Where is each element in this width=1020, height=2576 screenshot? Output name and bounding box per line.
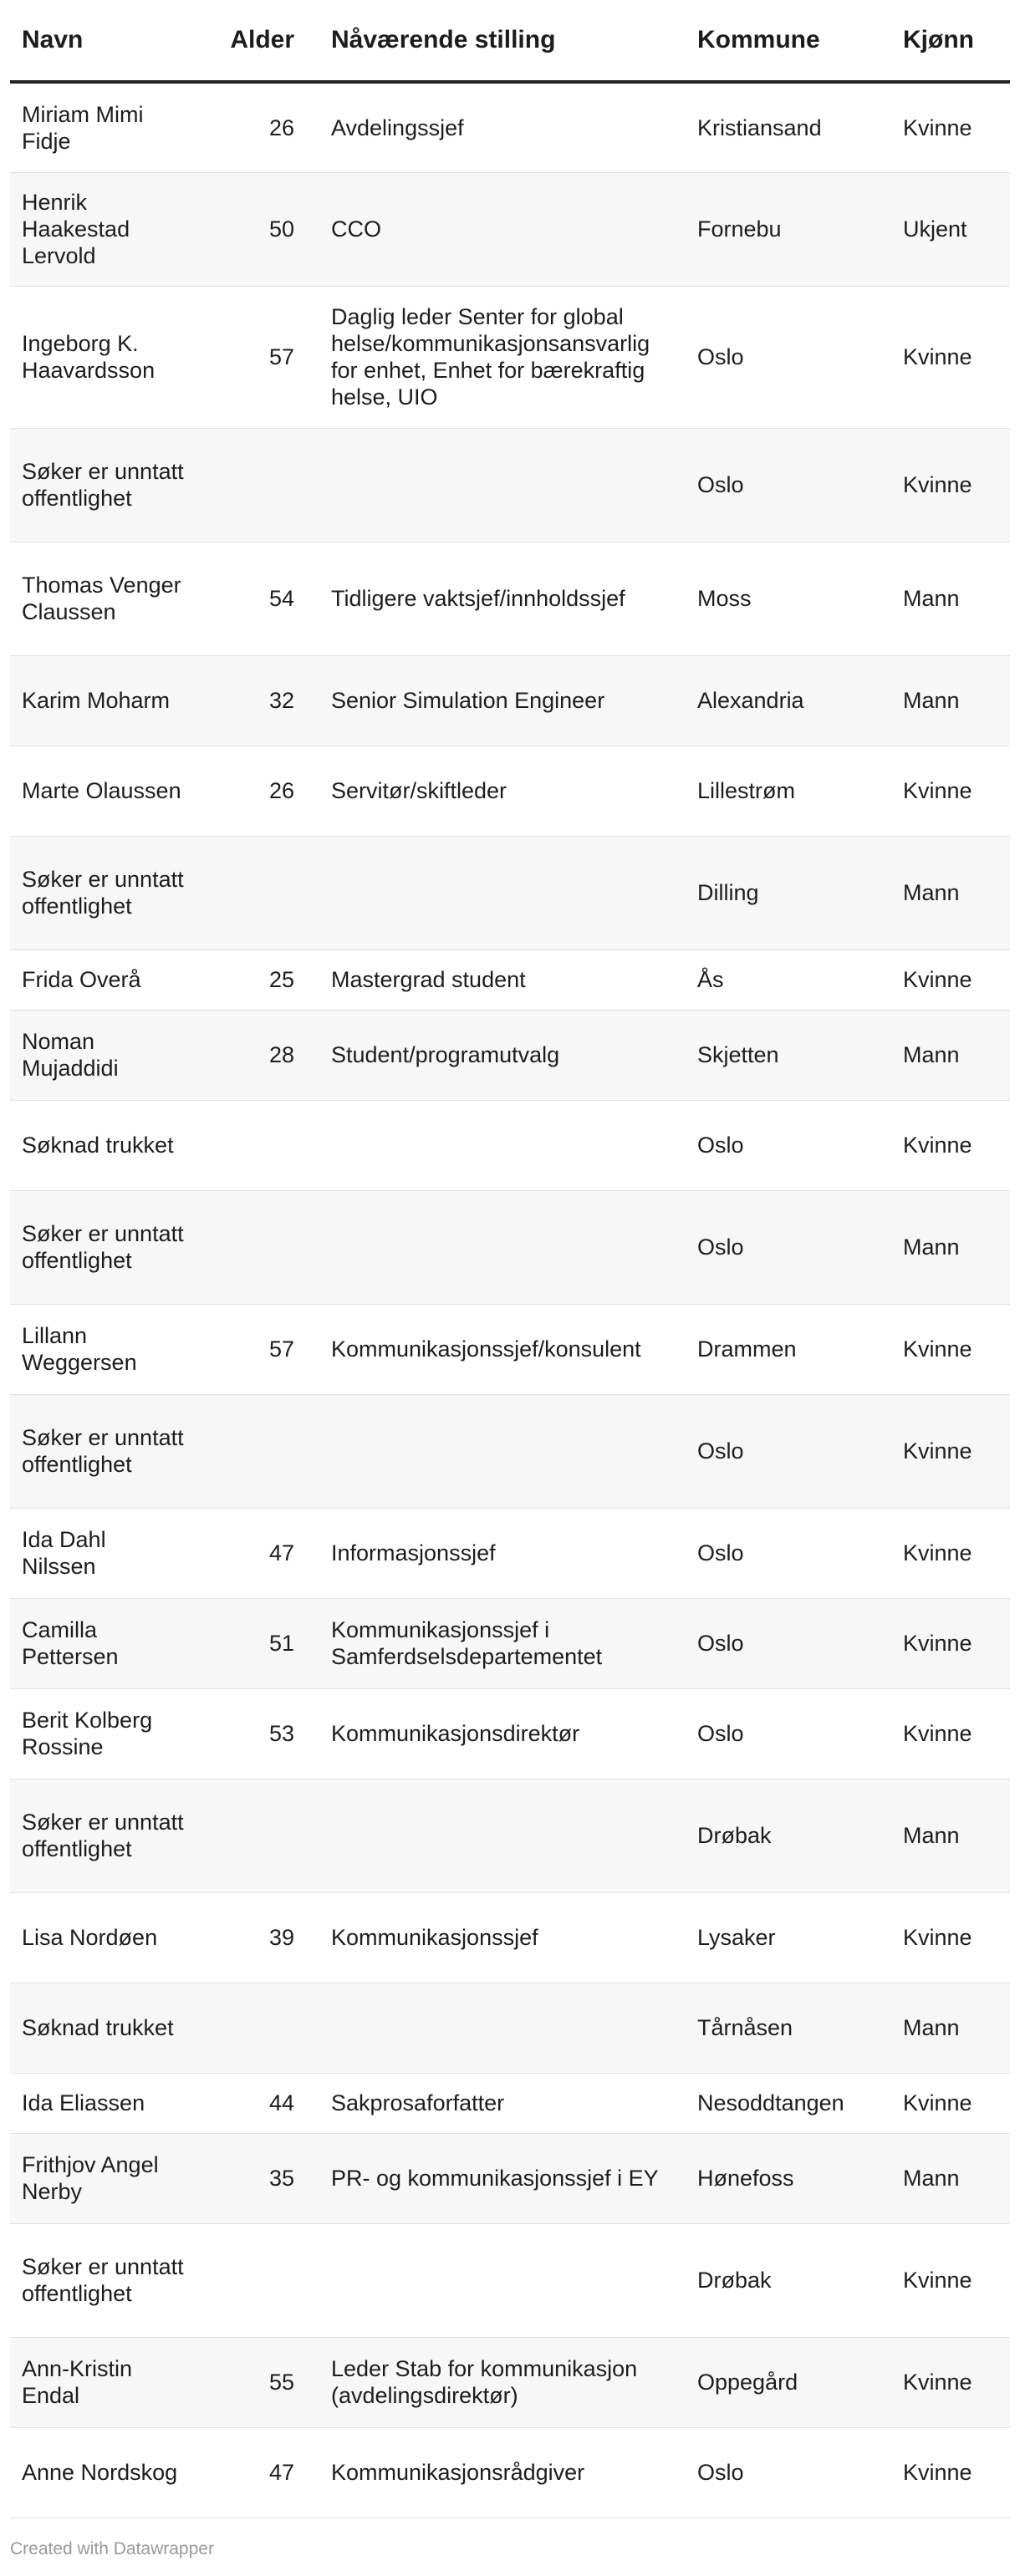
cell-alder: 26 <box>186 746 296 836</box>
cell-stilling: Tidligere vaktsjef/innholdssjef <box>296 542 686 655</box>
cell-kjonn: Kvinne <box>891 2223 1010 2337</box>
cell-kommune: Oslo <box>686 1508 891 1598</box>
cell-kjonn: Kvinne <box>891 2337 1010 2427</box>
cell-navn: Thomas Venger Claussen <box>10 542 186 655</box>
cell-navn: Ingeborg K. Haavardsson <box>10 286 186 428</box>
table-row <box>10 2223 1010 2337</box>
cell-navn: Søknad trukket <box>10 1983 186 2073</box>
cell-navn: Lillann Weggersen <box>10 1304 186 1394</box>
cell-stilling: Kommunikasjonssjef/konsulent <box>296 1304 686 1394</box>
cell-navn: Søker er unntatt offentlighet <box>10 428 186 542</box>
cell-kjonn: Kvinne <box>891 2073 1010 2133</box>
cell-alder <box>186 1779 296 1892</box>
cell-kommune: Oslo <box>686 286 891 428</box>
cell-kommune: Nesoddtangen <box>686 2073 891 2133</box>
cell-navn: Noman Mujaddidi <box>10 1010 186 1100</box>
applicants-table <box>10 0 1010 2518</box>
cell-kommune: Kristiansand <box>686 82 891 172</box>
cell-kommune: Fornebu <box>686 172 891 286</box>
cell-navn: Søknad trukket <box>10 1100 186 1190</box>
table-row <box>10 2133 1010 2223</box>
cell-kommune: Hønefoss <box>686 2133 891 2223</box>
cell-kommune: Oslo <box>686 1688 891 1779</box>
cell-kommune: Ås <box>686 949 891 1010</box>
table-row <box>10 2427 1010 2517</box>
cell-kommune: Alexandria <box>686 655 891 746</box>
cell-alder <box>186 1983 296 2073</box>
cell-navn: Ann-Kristin Endal <box>10 2337 186 2427</box>
cell-stilling: Kommunikasjonsdirektør <box>296 1688 686 1779</box>
cell-navn: Camilla Pettersen <box>10 1598 186 1688</box>
cell-kommune: Moss <box>686 542 891 655</box>
cell-alder <box>186 428 296 542</box>
cell-navn: Søker er unntatt offentlighet <box>10 2223 186 2337</box>
cell-navn: Frithjov Angel Nerby <box>10 2133 186 2223</box>
cell-kjonn: Kvinne <box>891 1100 1010 1190</box>
cell-alder: 55 <box>186 2337 296 2427</box>
cell-kommune: Dilling <box>686 836 891 949</box>
table-row <box>10 1190 1010 1304</box>
cell-alder: 28 <box>186 1010 296 1100</box>
cell-stilling: Kommunikasjonsrådgiver <box>296 2427 686 2517</box>
table-row <box>10 428 1010 542</box>
cell-kommune: Lillestrøm <box>686 746 891 836</box>
table-row <box>10 1304 1010 1394</box>
cell-navn: Søker er unntatt offentlighet <box>10 1779 186 1892</box>
table-row <box>10 1688 1010 1779</box>
cell-stilling <box>296 2223 686 2337</box>
cell-navn: Miriam Mimi Fidje <box>10 82 186 172</box>
table-row <box>10 1100 1010 1190</box>
cell-kjonn: Kvinne <box>891 82 1010 172</box>
header-row <box>10 0 1010 82</box>
cell-alder: 47 <box>186 2427 296 2517</box>
column-header-kjonn[interactable]: Kjønn <box>891 0 1010 82</box>
cell-stilling <box>296 1394 686 1508</box>
table-row <box>10 172 1010 286</box>
table-row <box>10 1892 1010 1983</box>
cell-stilling: Student/programutvalg <box>296 1010 686 1100</box>
cell-alder <box>186 2223 296 2337</box>
cell-navn: Berit Kolberg Rossine <box>10 1688 186 1779</box>
cell-navn: Henrik Haakestad Lervold <box>10 172 186 286</box>
table-header <box>10 0 1010 82</box>
cell-alder: 26 <box>186 82 296 172</box>
cell-alder <box>186 1100 296 1190</box>
cell-stilling: Kommunikasjonssjef i Samferdselsdepartementet <box>296 1598 686 1688</box>
cell-alder: 53 <box>186 1688 296 1779</box>
column-header-navn[interactable]: Navn <box>10 0 186 82</box>
table-row <box>10 1779 1010 1892</box>
cell-kommune: Oslo <box>686 1598 891 1688</box>
cell-kjonn: Mann <box>891 2133 1010 2223</box>
cell-stilling: PR- og kommunikasjonssjef i EY <box>296 2133 686 2223</box>
cell-kommune: Oppegård <box>686 2337 891 2427</box>
cell-kommune: Oslo <box>686 1100 891 1190</box>
cell-kjonn: Mann <box>891 1779 1010 1892</box>
cell-kjonn: Mann <box>891 836 1010 949</box>
cell-alder: 57 <box>186 286 296 428</box>
cell-stilling <box>296 1983 686 2073</box>
cell-navn: Søker er unntatt offentlighet <box>10 1190 186 1304</box>
table-row <box>10 2073 1010 2133</box>
cell-kjonn: Mann <box>891 1983 1010 2073</box>
table-row <box>10 286 1010 428</box>
applicants-table-container <box>10 0 1010 2518</box>
cell-stilling: Mastergrad student <box>296 949 686 1010</box>
cell-kjonn: Kvinne <box>891 1508 1010 1598</box>
cell-kjonn: Kvinne <box>891 1688 1010 1779</box>
cell-kommune: Oslo <box>686 2427 891 2517</box>
cell-navn: Lisa Nordøen <box>10 1892 186 1983</box>
cell-stilling <box>296 1190 686 1304</box>
cell-kjonn: Kvinne <box>891 286 1010 428</box>
cell-kjonn: Ukjent <box>891 172 1010 286</box>
table-row <box>10 82 1010 172</box>
cell-alder: 54 <box>186 542 296 655</box>
cell-navn: Anne Nordskog <box>10 2427 186 2517</box>
cell-stilling: CCO <box>296 172 686 286</box>
cell-navn: Ida Eliassen <box>10 2073 186 2133</box>
cell-alder: 32 <box>186 655 296 746</box>
cell-alder: 47 <box>186 1508 296 1598</box>
cell-kjonn: Mann <box>891 1010 1010 1100</box>
cell-navn: Søker er unntatt offentlighet <box>10 836 186 949</box>
cell-kjonn: Kvinne <box>891 428 1010 542</box>
table-row <box>10 836 1010 949</box>
cell-stilling: Daglig leder Senter for global helse/kommunikasjonsansvarlig for enhet, Enhet for bærekraftig helse, UIO <box>296 286 686 428</box>
column-header-kommune[interactable]: Kommune <box>686 0 891 82</box>
cell-kommune: Drammen <box>686 1304 891 1394</box>
cell-kommune: Oslo <box>686 428 891 542</box>
cell-stilling: Servitør/skiftleder <box>296 746 686 836</box>
cell-kjonn: Kvinne <box>891 1598 1010 1688</box>
cell-kommune: Oslo <box>686 1190 891 1304</box>
cell-kommune: Oslo <box>686 1394 891 1508</box>
cell-alder: 39 <box>186 1892 296 1983</box>
cell-kjonn: Kvinne <box>891 2427 1010 2517</box>
cell-alder: 25 <box>186 949 296 1010</box>
cell-kjonn: Kvinne <box>891 1394 1010 1508</box>
cell-kjonn: Mann <box>891 1190 1010 1304</box>
cell-navn: Ida Dahl Nilssen <box>10 1508 186 1598</box>
table-row <box>10 1394 1010 1508</box>
cell-stilling: Leder Stab for kommunikasjon (avdelingsdirektør) <box>296 2337 686 2427</box>
cell-navn: Marte Olaussen <box>10 746 186 836</box>
table-row <box>10 746 1010 836</box>
cell-navn: Karim Moharm <box>10 655 186 746</box>
cell-kommune: Drøbak <box>686 2223 891 2337</box>
cell-stilling: Sakprosaforfatter <box>296 2073 686 2133</box>
cell-kommune: Drøbak <box>686 1779 891 1892</box>
cell-stilling <box>296 428 686 542</box>
cell-kjonn: Kvinne <box>891 1304 1010 1394</box>
table-body <box>10 82 1010 2517</box>
cell-stilling: Senior Simulation Engineer <box>296 655 686 746</box>
table-row <box>10 1010 1010 1100</box>
cell-kjonn: Kvinne <box>891 1892 1010 1983</box>
cell-alder <box>186 836 296 949</box>
cell-stilling <box>296 1779 686 1892</box>
cell-alder: 44 <box>186 2073 296 2133</box>
table-row <box>10 2337 1010 2427</box>
cell-kjonn: Mann <box>891 655 1010 746</box>
cell-kommune: Tårnåsen <box>686 1983 891 2073</box>
cell-kjonn: Kvinne <box>891 746 1010 836</box>
table-row <box>10 1598 1010 1688</box>
cell-stilling: Avdelingssjef <box>296 82 686 172</box>
cell-kjonn: Kvinne <box>891 949 1010 1010</box>
column-header-stilling[interactable]: Nåværende stilling <box>296 0 686 82</box>
cell-alder <box>186 1190 296 1304</box>
cell-alder: 57 <box>186 1304 296 1394</box>
table-row <box>10 1983 1010 2073</box>
cell-stilling: Informasjonssjef <box>296 1508 686 1598</box>
cell-navn: Søker er unntatt offentlighet <box>10 1394 186 1508</box>
cell-kommune: Skjetten <box>686 1010 891 1100</box>
table-row <box>10 949 1010 1010</box>
cell-navn: Frida Overå <box>10 949 186 1010</box>
table-row <box>10 542 1010 655</box>
column-header-alder[interactable]: Alder <box>186 0 296 82</box>
datawrapper-credit[interactable]: Created with Datawrapper <box>10 2539 214 2558</box>
cell-alder: 35 <box>186 2133 296 2223</box>
cell-stilling <box>296 836 686 949</box>
table-row <box>10 1508 1010 1598</box>
table-row <box>10 655 1010 746</box>
cell-stilling <box>296 1100 686 1190</box>
cell-kommune: Lysaker <box>686 1892 891 1983</box>
cell-stilling: Kommunikasjonssjef <box>296 1892 686 1983</box>
cell-kjonn: Mann <box>891 542 1010 655</box>
cell-alder: 50 <box>186 172 296 286</box>
cell-alder: 51 <box>186 1598 296 1688</box>
cell-alder <box>186 1394 296 1508</box>
